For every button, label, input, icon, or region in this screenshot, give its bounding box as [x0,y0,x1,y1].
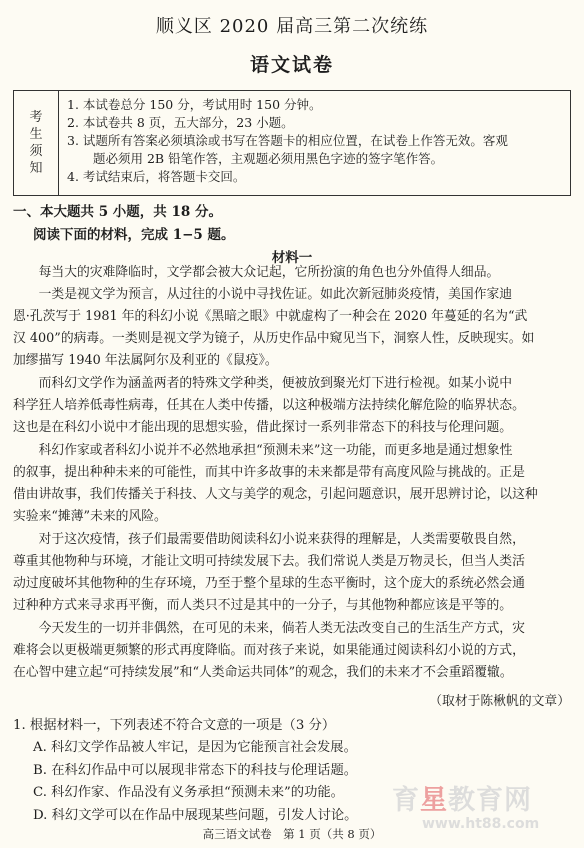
star-icon: 星 [420,785,448,816]
watermark-text-part: 育 [392,785,420,816]
material-title: 材料一 [271,250,313,266]
option-d: D. 科幻文学可以在作品中展现某些问题，引发人讨论。 [33,807,358,823]
passage-line: 这也是在科幻小说中才能出现的思想实验，借此探讨一系列非常态下的科技与伦理问题。 [13,420,513,436]
paragraph-6 [13,618,573,684]
passage-line: 恩·孔茨写于 1981 年的科幻小说《黑暗之眼》中就虚构了一种会在 2020 年蔓延的名为“武 [13,309,528,325]
passage-line: 对于这次疫情，孩子们最需要借助阅读科幻小说来获得的理解是，人类需要敬畏自然， [13,532,525,547]
subject-title: 语文试卷 [249,54,334,76]
passage-line: 的叙事，提出种种未来的可能性，而其中许多故事的未来都是带有高度风险与挑战的。正是 [13,465,525,481]
paragraph-3 [13,373,573,439]
passage-line: 过种种方式来寻求再平衡，而人类只不过是其中的一分子，与其他物种都应该是平等的。 [13,598,513,614]
passage-line: 尊重其他物种与环境，才能让文明可持续发展下去。我们常说人类是万物灵长，但当人类活 [13,554,525,570]
passage-source: （取材于陈楸帆的文章） [429,694,570,709]
notice-label [14,91,59,195]
passage-line: 在心智中建立起“可持续发展”和“人类命运共同体”的观念，我们的未来才不会重蹈覆辙。 [13,665,513,681]
question-options [33,737,357,827]
passage-line: 一类是视文学为预言，从过往的小说中寻找佐证。如此次新冠肺炎疫情，美国作家迪 [13,287,513,302]
notice-item: 题必须用 2B 铅笔作答，主观题必须用黑色字迹的签字笔作答。 [93,151,444,166]
notice-item: 1. 本试卷总分 150 分，考试用时 150 分钟。 [67,97,322,112]
passage-line: 科学狂人培养低毒性病毒，任其在人类中传播，以这种极端方法持续化解危险的临界状态。 [13,398,525,414]
watermark-text-part: 教育网 [448,785,532,816]
option-a: A. 科幻文学作品被人牢记，是因为它能预言社会发展。 [33,740,357,755]
notice-item: 3. 试题所有答案必须填涂或书写在答题卡的相应位置，在试卷上作答无效。客观 [67,133,508,148]
paragraph-2 [13,284,573,372]
page-footer: 高三语文试卷 第 1 页（共 8 页） [202,827,382,841]
notice-label-char: 须 [29,144,43,159]
notice-label-char: 生 [29,127,43,142]
exam-title: 顺义区 2020 届高三第二次统练 [155,16,429,37]
notice-label-char: 考 [29,110,43,125]
notice-box [13,90,571,196]
passage-line: 加缪描写 1940 年法属阿尔及利亚的《鼠疫》。 [13,353,278,369]
passage-line: 借由讲故事，我们传播关于科技、人文与美学的观念，引起问题意识，展开思辨讨论，以这种 [13,487,538,503]
option-c: C. 科幻作家、作品没有义务承担“预测未来”的功能。 [33,785,344,800]
passage-line: 每当大的灾难降临时，文学都会被大众记起，它所扮演的角色也分外值得人细品。 [13,265,500,280]
question-stem: 1. 根据材料一，下列表述不符合文意的一项是（3 分） [13,718,336,733]
section-instruction: 阅读下面的材料，完成 1−5 题。 [33,227,235,243]
notice-item: 2. 本试卷共 8 页，五大部分，23 小题。 [67,115,294,130]
watermark-url: www.ht88.com [422,816,540,832]
paragraph-5 [13,529,573,617]
paragraph-1 [13,262,573,284]
notice-list [59,91,570,195]
option-b: B. 在科幻作品中可以展现非常态下的科技与伦理话题。 [33,762,358,778]
passage-line: 动过度破坏其他物种的生存环境，乃至于整个星球的生态平衡时，这个庞大的系统必然会通 [13,576,525,592]
notice-item: 4. 考试结束后，将答题卡交回。 [67,169,246,184]
passage-line: 科幻作家或者科幻小说并不必然地承担“预测未来”这一功能，而更多地是通过想象性 [13,443,513,458]
passage-line: 难将会以更极端更频繁的形式再度降临。而对孩子来说，如果能通过阅读科幻小说的方式， [13,643,525,659]
passage-line: 而科幻文学作为涵盖两者的特殊文学种类，便被放到聚光灯下进行检视。如某小说中 [13,376,513,391]
passage-line: 今天发生的一切并非偶然，在可见的未来，倘若人类无法改变自己的生活生产方式，灾 [13,621,525,636]
watermark-text [392,786,584,816]
passage-line: 汉 400”的病毒。一类则是视文学为镜子，从历史作品中窥见当下，洞察人性，反映现实。如 [13,331,535,347]
notice-label-char: 知 [29,161,43,176]
section-heading: 一、本大题共 5 小题，共 18 分。 [13,204,222,220]
passage-line: 实验来“摊薄”未来的风险。 [13,509,167,525]
paragraph-4 [13,440,573,528]
